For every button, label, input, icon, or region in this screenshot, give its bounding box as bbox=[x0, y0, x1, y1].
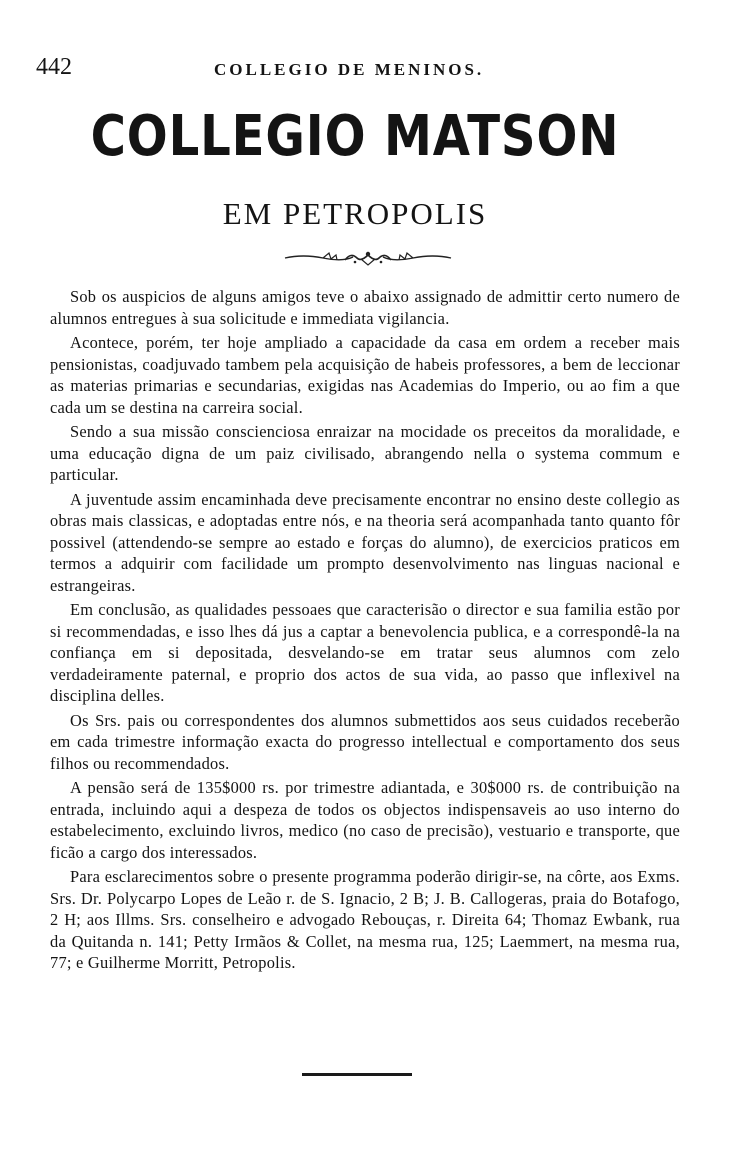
page-number: 442 bbox=[36, 54, 72, 80]
closing-rule bbox=[302, 1073, 412, 1076]
page-subtitle: EM PETROPOLIS bbox=[222, 196, 488, 231]
paragraph: Para esclarecimentos sobre o presente programma poderão dirigir-se, na côrte, aos Exms. Srs. Dr. Polycarpo Lopes de Leão r. de S. Ignacio, 2 B; J. B. Callogeras, praia do Botafogo, 2 H; aos Illms. Srs. conselheiro e advogado Rebouças, r. Direita 64; Thomaz Ewbank, rua da Quitanda n. 141; Petty Irmãos & Collet, na mesma rua, 125; Laemmert, na mesma rua, 77; e Guilherme Morritt, Petropolis. bbox=[50, 867, 680, 972]
page-title: COLLEGIO MATSON bbox=[90, 104, 620, 169]
running-title: COLLEGIO DE MENINOS. bbox=[214, 60, 485, 79]
paragraph: Em conclusão, as qualidades pessoaes que caracterisão o director e sua familia estão por si recommendadas, e isso lhes dá jus a captar a benevolencia publica, e a correspondê-la na confiança em si depositada, desvelando-se em tratar seus alumnos com zelo verdadeiramente paternal, e proprio dos actos de sua vida, ao passo que inflexivel na disciplina delles. bbox=[50, 600, 680, 705]
paragraph: Acontece, porém, ter hoje ampliado a capacidade da casa em ordem a receber mais pensionistas, coadjuvado tambem pela acquisição de habeis professores, a bem de leccionar as materias primarias e secundarias, exigidas nas Academias do Imperio, ou ao fim a que cada um se destina na carreira social. bbox=[50, 333, 680, 417]
paragraph: Sob os auspicios de alguns amigos teve o abaixo assignado de admittir certo numero de alumnos entregues à sua solicitude e immediata vigilancia. bbox=[50, 287, 680, 328]
paragraph: A pensão será de 135$000 rs. por trimestre adiantada, e 30$000 rs. de contribuição na entrada, incluindo aqui a despeza de todos os objectos indispensaveis ao uso interno do estabelecimento, excluindo livros, medico (no caso de precisão), vestuario e transporte, que ficão a cargo dos interessados. bbox=[50, 778, 680, 862]
paragraph: Sendo a sua missão conscienciosa enraizar na mocidade os preceitos da moralidade, e uma educação digna de um paiz civilisado, abrangendo nella o systema commum e particular. bbox=[50, 422, 680, 484]
paragraph: A juventude assim encaminhada deve precisamente encontrar no ensino deste collegio as obras mais classicas, e adoptadas entre nós, e na theoria será acompanhada tanto quanto fôr possivel (attendendo-se sempre ao estado e forças do alumno), de exercicios praticos em termos a adquirir com facilidade um prompto desenvolvimento nas linguas nacional e estrangeiras. bbox=[50, 489, 680, 595]
paragraph: Os Srs. pais ou correspondentes dos alumnos submettidos aos seus cuidados receberão em cada trimestre informação exacta do progresso intellectual e comportamento dos seus filhos ou recommendados. bbox=[50, 710, 680, 773]
decorative-divider-icon bbox=[283, 246, 453, 268]
running-header bbox=[36, 54, 686, 84]
body-text bbox=[50, 286, 680, 974]
